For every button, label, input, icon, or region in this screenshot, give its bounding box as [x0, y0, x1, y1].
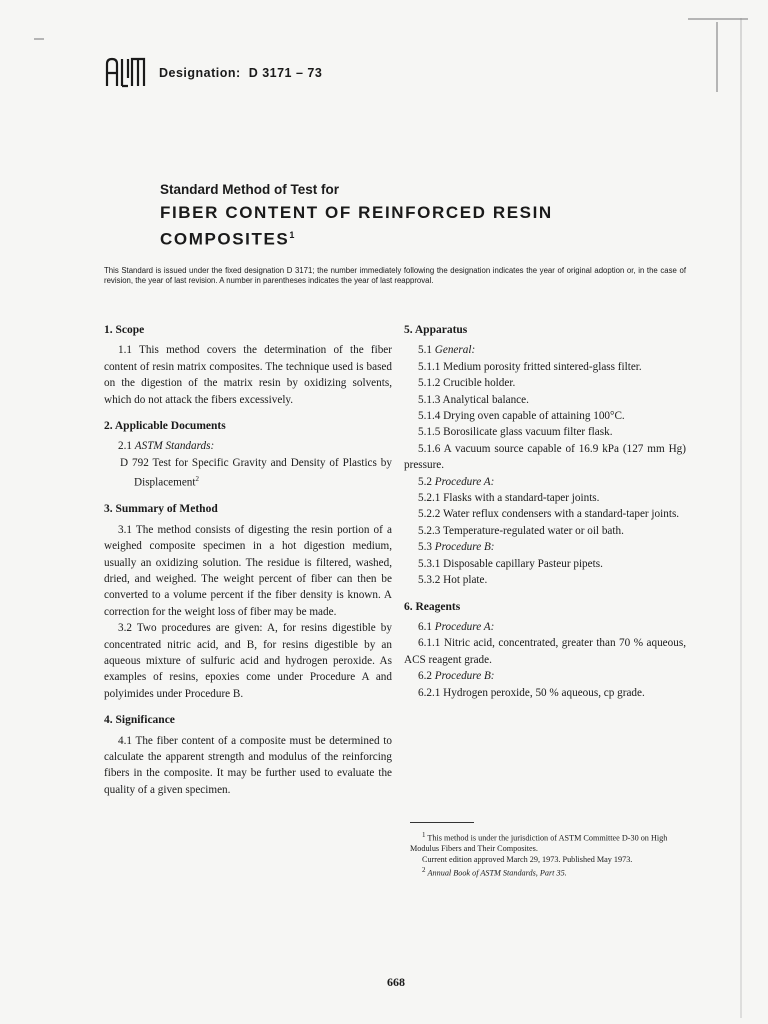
issuance-note: This Standard is issued under the fixed designation D 3171; the number immediately following the designation indicates the year of original adoption or, in the case of revision, the year of last revision. A number in parentheses indicates the year of last reapproval. — [104, 266, 686, 285]
designation-number: D 3171 – 73 — [248, 66, 323, 80]
scan-speck — [34, 38, 44, 40]
paragraph-5-3-1: 5.3.1 Disposable capillary Pasteur pipets. — [418, 557, 603, 570]
standard-method-heading: Standard Method of Test for — [160, 182, 339, 197]
paragraph-5-1-3: 5.1.3 Analytical balance. — [418, 393, 529, 406]
paragraph-3-1: 3.1 The method consists of digesting the resin portion of a weighed composite specimen in a hot digestion medium, usually an oxidizing solution. The residue is filtered, washed, dried, and weighed. The weight percent of fiber can then be converted to a volume percent if the fiber density is known. A correction for the weight loss of fiber may be made. — [104, 523, 392, 618]
footnote-2 — [410, 865, 692, 879]
footnote-2-text: Annual Book of ASTM Standards, Part 35. — [427, 868, 567, 878]
paragraph-6-2-title: Procedure B: — [434, 670, 495, 683]
footnote-divider — [410, 822, 474, 823]
right-column — [404, 322, 686, 701]
section-heading-scope: 1. Scope — [104, 324, 145, 336]
paragraph-4-1: 4.1 The fiber content of a composite must be determined to calculate the apparent strength and modulus of the reinforcing fibers in the composite. It may be further used to evaluate the quality of a given specimen. — [104, 734, 392, 796]
title-line-2: COMPOSITES — [160, 229, 290, 249]
footnote-1-text: This method is under the jurisdiction of ASTM Committee D-30 on High Modulus Fibers and Their Composites. — [410, 833, 668, 854]
paragraph-6-2-number: 6.2 — [418, 670, 432, 683]
scan-speck — [688, 18, 748, 20]
document-title — [160, 201, 620, 251]
reference-d792-text: D 792 Test for Specific Gravity and Density of Plastics by Displacement — [120, 456, 392, 489]
reference-d792 — [104, 455, 392, 492]
paragraph-5-2 — [404, 474, 686, 490]
paragraph-5-2-2: 5.2.2 Water reflux condensers with a standard-taper joints. — [418, 508, 680, 521]
paragraph-6-1-number: 6.1 — [418, 620, 432, 633]
paragraph-5-1-5: 5.1.5 Borosilicate glass vacuum filter flask. — [418, 426, 613, 439]
paragraph-5-2-1: 5.2.1 Flasks with a standard-taper joints. — [418, 492, 600, 505]
section-heading-summary: 3. Summary of Method — [104, 503, 218, 516]
astm-logo — [104, 56, 148, 90]
paragraph-5-2-number: 5.2 — [418, 475, 432, 488]
scan-edge-line — [740, 18, 742, 1018]
paragraph-5-1 — [404, 342, 686, 358]
paragraph-5-1-4: 5.1.4 Drying oven capable of attaining 100°C. — [418, 410, 625, 423]
left-column — [104, 322, 392, 798]
section-heading-applicable-documents: 2. Applicable Documents — [104, 420, 226, 433]
paragraph-5-1-number: 5.1 — [418, 344, 432, 357]
paragraph-5-2-title: Procedure A: — [434, 475, 495, 488]
paragraph-5-1-1: 5.1.1 Medium porosity fritted sintered-glass filter. — [418, 360, 642, 373]
paragraph-3-2: 3.2 Two procedures are given: A, for resins digestible by concentrated nitric acid, and B, for resins digestible by an aqueous mixture of sulfuric acid and hydrogen peroxide. As examples of resins, epoxies come under Procedure A and polyimides under Procedure B. — [104, 622, 392, 700]
paragraph-6-2 — [404, 668, 686, 684]
paragraph-5-1-2: 5.1.2 Crucible holder. — [418, 377, 516, 390]
section-heading-reagents: 6. Reagents — [404, 600, 461, 613]
title-footnote-mark: 1 — [289, 230, 295, 240]
section-heading-apparatus: 5. Apparatus — [404, 324, 468, 336]
footnote-1-edition: Current edition approved March 29, 1973. Published May 1973. — [422, 854, 633, 864]
paragraph-5-3-number: 5.3 — [418, 541, 432, 554]
paragraph-2-1-number: 2.1 — [118, 440, 132, 453]
paragraph-2-1-title: ASTM Standards: — [134, 440, 215, 453]
paragraph-5-3-title: Procedure B: — [434, 541, 495, 554]
page-number: 668 — [387, 975, 405, 989]
footnote-1-mark: 1 — [422, 831, 426, 839]
title-line-1: FIBER CONTENT OF REINFORCED RESIN — [160, 203, 553, 222]
paragraph-5-2-3: 5.2.3 Temperature-regulated water or oil bath. — [418, 524, 624, 537]
paragraph-5-3-2: 5.3.2 Hot plate. — [418, 574, 488, 587]
paragraph-6-1 — [404, 619, 686, 635]
reference-d792-mark: 2 — [195, 475, 200, 484]
paragraph-2-1 — [104, 438, 392, 454]
footnote-2-mark: 2 — [422, 865, 426, 874]
paragraph-1-1: 1.1 This method covers the determination of the fiber content of resin matrix composites. The technique used is based on the digestion of the matrix resin by oxidizing solvents, which do not attack the fibers excessively. — [104, 344, 392, 406]
scan-speck — [716, 22, 718, 92]
title-block — [160, 182, 620, 251]
paragraph-5-1-title: General: — [434, 344, 476, 357]
paragraph-6-2-1: 6.2.1 Hydrogen peroxide, 50 % aqueous, cp grade. — [418, 686, 645, 699]
paragraph-5-1-6: 5.1.6 A vacuum source capable of 16.9 kPa (127 mm Hg) pressure. — [404, 442, 686, 472]
paragraph-6-1-1: 6.1.1 Nitric acid, concentrated, greater than 70 % aqueous, ACS reagent grade. — [404, 637, 686, 666]
paragraph-6-1-title: Procedure A: — [434, 620, 495, 633]
paragraph-5-3 — [404, 539, 686, 555]
section-heading-significance: 4. Significance — [104, 714, 175, 727]
footnote-1 — [410, 830, 692, 855]
footnotes — [410, 830, 692, 879]
designation — [159, 66, 322, 80]
designation-label: Designation: — [159, 66, 241, 80]
